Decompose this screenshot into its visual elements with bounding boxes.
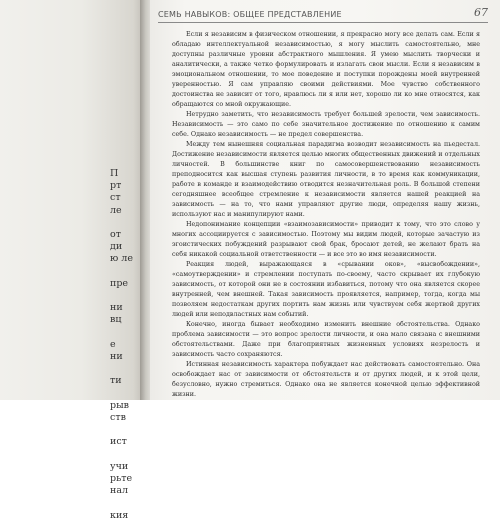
left-fragment (110, 217, 140, 229)
left-fragment: кия (110, 509, 129, 521)
header-rule (158, 22, 488, 23)
left-fragment: ни (110, 302, 123, 314)
left-fragment: ст (110, 192, 121, 204)
paragraph: Нетрудно заметить, что независимость требует большей зрелости, чем зависимость. Независимость — это само по себе значительное достижение по отношению к самим себе. Однако независимость — не предел совершенства. (172, 111, 480, 138)
paragraph: Между тем нынешняя социальная парадигма возводит независимость на пьедестал. Достижение независимости является целью многих общественных движений и отдельных личностей. В большинстве книг по самосовершенствованию независимость преподносится как высшая ступень развития личности, в то время как коммуникации, работе в команде и взаимодействию отводится незначительная роль. В большой степени сегодняшнее всеобщее стремление к независимости является нашей реакцией на зависимость — на то, что нами управляют другие люди, определяя нашу жизнь, используют нас и манипулируют нами. (172, 141, 480, 218)
left-fragment: рыв (110, 399, 129, 411)
left-fragment: рт (110, 180, 122, 192)
paragraph: Истинная независимость характера побуждает нас действовать самостоятельно. Она освобождает нас от зависимости от обстоятельств и от других людей, и к этой цели, безусловно, нужно стремиться. Однако она не является конечной целью эффективной жизни. (172, 361, 480, 398)
page-number: 67 (474, 6, 488, 19)
left-page (0, 0, 148, 521)
left-fragment (110, 424, 140, 436)
left-fragment (110, 497, 140, 509)
left-fragment: вц (110, 314, 122, 326)
left-fragment: е (110, 338, 116, 350)
left-fragment (110, 327, 140, 339)
left-fragment: ю ле (110, 253, 133, 265)
left-fragment (110, 266, 140, 278)
left-fragment: рьте (110, 473, 133, 485)
left-fragment: ле (110, 204, 122, 216)
paragraph: Конечно, иногда бывает необходимо изменить внешние обстоятельства. Однако проблема зависимости — это вопрос зрелости личности, и она мало связана с внешними обстоятельствами. Даже при благоприятных жизненных условиях незрелость и зависимость часто сохраняются. (172, 321, 480, 358)
left-fragment: от (110, 229, 121, 241)
left-fragment: нал (110, 485, 129, 497)
left-fragment: ти (110, 375, 122, 387)
right-page (150, 0, 500, 400)
left-fragment: ств (110, 412, 126, 424)
paragraph: Реакция людей, выражающаяся в «срывании оков», «высвобождении», «самоутверждении» и стремлении поступать по-своему, часто скрывает их глубокую зависимость, от которой они не в состоянии избавиться, потому что она является скорее внутренней, чем внешней. Такая зависимость проявляется, например, тогда, когда мы позволяем недостаткам других портить нам жизнь или чувствуем себя жертвой других людей или неподвластных нам событий. (172, 261, 480, 318)
left-fragment (110, 449, 140, 461)
left-fragment: ни (110, 351, 123, 363)
left-fragment: пре (110, 277, 129, 289)
left-page-text-fragments (110, 168, 140, 522)
left-fragment (110, 363, 140, 375)
left-fragment (110, 290, 140, 302)
left-fragment: ди (110, 241, 123, 253)
running-head: СЕМЬ НАВЫКОВ: ОБЩЕЕ ПРЕДСТАВЛЕНИЕ (158, 10, 342, 19)
left-fragment (110, 388, 140, 400)
left-fragment: учи (110, 460, 129, 472)
paragraph: Недопонимание концепции «взаимозависимости» приводит к тому, что это слово у многих ассоциируется с зависимостью. Поэтому мы видим людей, которые зачастую из эгоистических побуждений разрывают свой брак, бросают детей, не желают брать на себя никакой социальной ответственности — и все это во имя независимости. (172, 221, 480, 258)
left-fragment: П (110, 168, 119, 179)
left-fragment: ист (110, 436, 127, 448)
paragraph: Если я независим в физическом отношении, я прекрасно могу все делать сам. Если я обладаю интеллектуальной независимостью, я могу мыслить самостоятельно, мне доступны различные уровни абстрактного мышления. Я умею мыслить творчески и аналитически, а также четко формулировать и излагать свои мысли. Если я независим в эмоциональном отношении, то мое поведение и поступки порождены моей внутренней уверенностью. Я сам управляю своими действиями. Мое чувство собственного достоинства не зависит от того, нравлюсь ли я или нет, хорошо ли ко мне относятся, как обращаются со мной окружающие. (172, 31, 480, 108)
body-text (172, 30, 480, 400)
